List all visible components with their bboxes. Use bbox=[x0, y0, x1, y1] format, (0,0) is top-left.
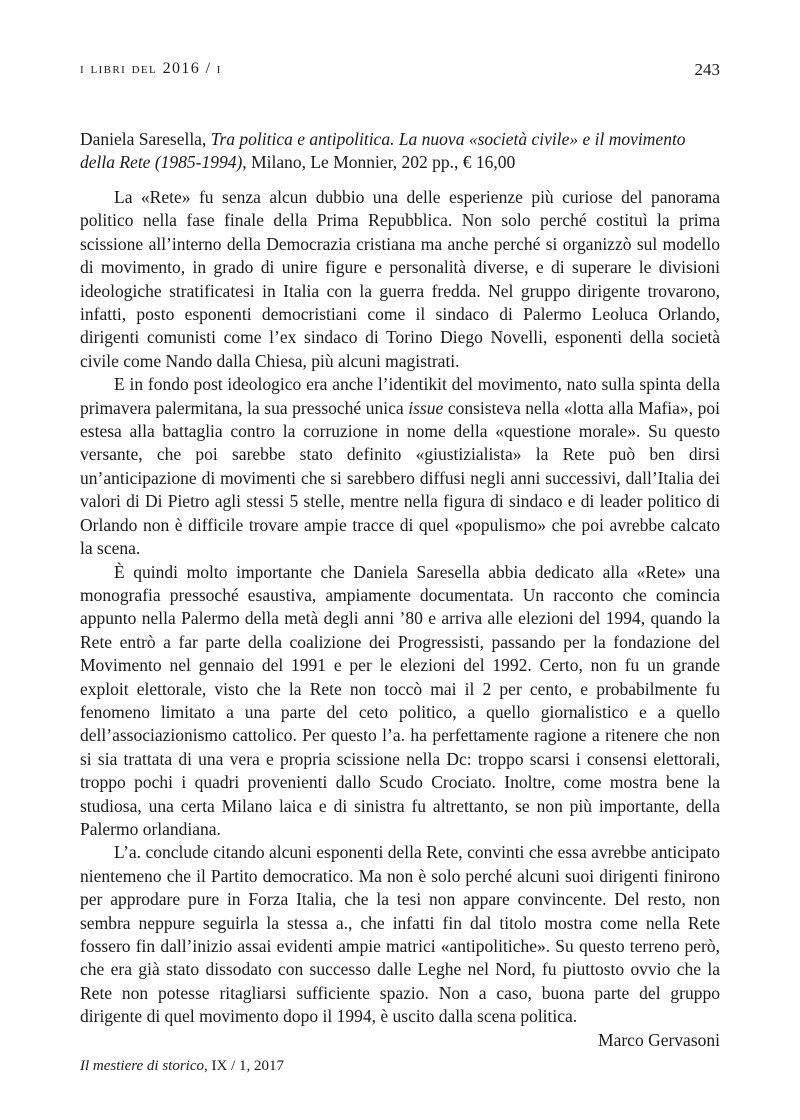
reviewer-signature: Marco Gervasoni bbox=[598, 1029, 720, 1050]
journal-name: Il mestiere di storico bbox=[80, 1058, 205, 1074]
citation-author: Daniela Saresella, bbox=[80, 129, 211, 149]
page-number: 243 bbox=[694, 60, 720, 79]
review-body bbox=[80, 186, 720, 1052]
paragraph-2-end: consisteva nella «lotta alla Mafia», poi estesa alla battaglia contro la corruzione in nome della «questione morale». Su questo versante, che poi sarebbe stato definito «giustizialista» la Rete può ben dirsi un’anticipazione di movimenti che si sarebbero diffusi negli anni successivi, dall’Italia dei valori di Di Pietro agli stessi 5 stelle, mentre nella figura di sindaco e di leader politico di Orlando non è difficile trovare ampie tracce di quel «populismo» che poi avrebbe calcato la scena. bbox=[80, 397, 720, 559]
issue-term: issue bbox=[408, 397, 444, 418]
paragraph-1: La «Rete» fu senza alcun dubbio una delle esperienze più curiose del panorama politico nella fase finale della Prima Repubblica. Non solo perché costituì la prima scissione all’interno della Democrazia cristiana ma anche perché si organizzò sul modello di movimento, in grado di unire figure e personalità diverse, e di superare le divisioni ideologiche stratificatesi in Italia con la guerra fredda. Nel gruppo dirigente trovarono, infatti, posto esponenti democristiani come il sindaco di Palermo Leoluca Orlando, dirigenti comunisti come l’ex sindaco di Torino Diego Novelli, esponenti della società civile come Nando dalla Chiesa, più alcuni magistrati. bbox=[80, 187, 720, 371]
paragraph-3: È quindi molto importante che Daniela Saresella abbia dedicato alla «Rete» una monografia pressoché esaustiva, ampiamente documentata. Un racconto che comincia appunto nella Palermo della metà degli anni ’80 e arriva alle elezioni del 1994, quando la Rete entrò a far parte della coalizione dei Progressisti, passando per la fondazione del Movimento nel gennaio del 1991 e per le elezioni del 1992. Certo, non fu un grande exploit elettorale, visto che la Rete non toccò mai il 2 per cento, e probabilmente fu fenomeno limitato a una parte del ceto politico, a quello giornalistico e a quello dell’associazionismo cattolico. Per questo l’a. ha perfettamente ragione a ritenere che non si sia trattata di una vera e propria scissione nella Dc: troppo scarsi i consensi elettorali, troppo pochi i quadri provenienti dallo Scudo Crociato. Inoltre, come mostra bene la studiosa, una certa Milano laica e di sinistra fu altrettanto, se non più importante, della Palermo orlandiana. bbox=[80, 561, 720, 839]
paragraph-2-start: E in fondo post ideologico era anche l’identikit del movimento, nato sulla spinta della primavera palermitana, la sua pressoché unica bbox=[80, 374, 720, 418]
paragraph-2 bbox=[80, 373, 720, 560]
citation-publication: Milano, Le Monnier, 202 pp., € 16,00 bbox=[246, 152, 516, 172]
paragraph-4: L’a. conclude citando alcuni esponenti della Rete, convinti che essa avrebbe anticipato nientemeno che il Partito democratico. Ma non è solo perché alcuni suoi dirigenti finirono per approdare pure in Forza Italia, che la tesi non appare convincente. Del resto, non sembra neppure seguirla la stessa a., che infatti fin dal titolo mostra come nella Rete fossero fin dall’inizio assai evidenti ampie matrici «antipolitiche». Su questo terreno però, che era già stato dissodato con successo dalle Leghe nel Nord, fu piuttosto ovvio che la Rete non potesse ritagliarsi sufficiente spazio. Non a caso, buona parte del gruppo dirigente di quel movimento dopo il 1994, è uscito dalla scena politica. bbox=[80, 842, 720, 1027]
book-citation bbox=[80, 128, 720, 174]
running-head bbox=[80, 60, 720, 88]
page-footer bbox=[80, 1058, 284, 1075]
journal-issue: , IX / 1, 2017 bbox=[204, 1058, 285, 1074]
citation-title: Tra politica e antipolitica. La nuova «società civile» e il movimento della Rete (1985-1994), bbox=[80, 129, 686, 172]
running-head-title: i libri del 2016 / i bbox=[80, 60, 222, 77]
